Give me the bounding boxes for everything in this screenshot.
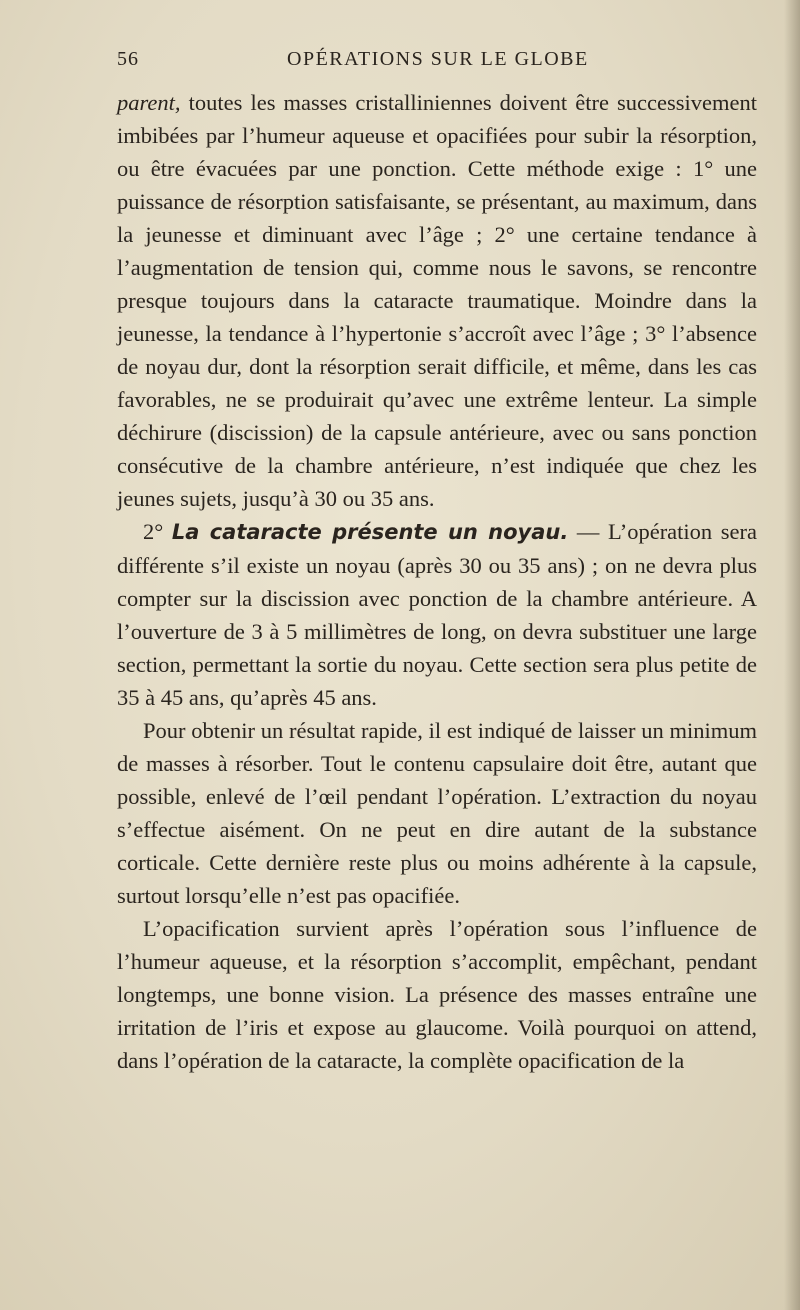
paragraph-3: Pour obtenir un résultat rapide, il est indiqué de laisser un minimum de masses à résorber. Tout le contenu capsulaire doit être, autant que possible, enlevé de l’œil pendant l’opération. L’extraction du noyau s’effectue aisément. On ne peut en dire autant de la substance corticale. Cette dernière reste plus ou moins adhérente à la capsule, surtout lorsqu’elle n’est pas opacifiée. (117, 718, 757, 908)
paragraph-2-body: — L’opération sera différente s’il existe un noyau (après 30 ou 35 ans) ; on ne devra plus compter sur la discission avec ponction de la chambre antérieure. A l’ouverture de 3 à 5 millimètres de long, on devra substituer une large section, permettant la sortie du noyau. Cette section sera plus petite de 35 à 45 ans, qu’après 45 ans. (117, 519, 757, 710)
paragraph-1 (117, 86, 757, 515)
paragraph-2-number: 2° (143, 519, 164, 544)
page-header (117, 48, 757, 78)
running-title: OPÉRATIONS SUR LE GLOBE (287, 48, 589, 70)
paragraph-2-heading: La cataracte présente un noyau. (171, 520, 569, 544)
paragraph-1-body: toutes les masses cristalliniennes doivent être successivement imbibées par l’humeur aqueuse et opacifiées pour subir la résorption, ou être évacuées par une ponction. Cette méthode exige : 1° une puissance de résorption satisfaisante, se présentant, au maximum, dans la jeunesse et diminuant avec l’âge ; 2° une certaine tendance à l’augmentation de tension qui, comme nous le savons, se rencontre presque toujours dans la cataracte traumatique. Moindre dans la jeunesse, la tendance à l’hypertonie s’accroît avec l’âge ; 3° l’absence de noyau dur, dont la résorption serait difficile, et même, dans les cas favorables, ne se produirait qu’avec une extrême lenteur. La simple déchirure (discission) de la capsule antérieure, avec ou sans ponction consécutive de la chambre antérieure, n’est indiquée que chez les jeunes sujets, jusqu’à 30 ou 35 ans. (117, 90, 757, 511)
body-text (117, 86, 757, 1077)
paragraph-1-lead: parent, (117, 90, 181, 115)
paragraph-2 (117, 515, 757, 714)
page-number: 56 (117, 48, 139, 70)
paragraph-4: L’opacification survient après l’opération sous l’influence de l’humeur aqueuse, et la résorption s’accomplit, empêchant, pendant longtemps, une bonne vision. La présence des masses entraîne une irritation de l’iris et expose au glaucome. Voilà pourquoi on attend, dans l’opération de la cataracte, la complète opacification de la (117, 916, 757, 1073)
